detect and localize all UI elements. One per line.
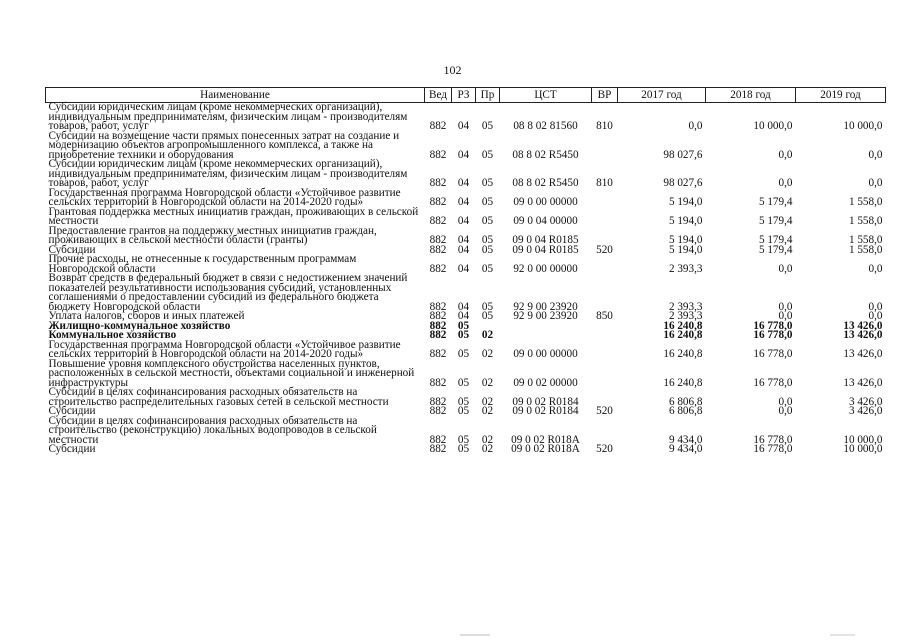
row-cst: 09 0 02 R018A	[511, 433, 580, 446]
row-name: Государственная программа Новгородской области «Устойчивое развитие сельских территорий в Новгородской области на 2014-2020 годы»	[48, 186, 401, 208]
header-vr: ВР	[592, 88, 618, 103]
row-pr: 05	[481, 234, 494, 246]
row-ved: 882	[429, 215, 447, 227]
page-edge-mark	[830, 634, 855, 636]
row-name: Повышение уровня комплексного обустройства населенных пунктов, расположенных в сельской местности, объектами социальной и инженерной инфраструктуры	[48, 357, 415, 389]
row-cst: 09 0 02 R0184	[512, 405, 579, 417]
row-rz: 04	[457, 215, 470, 227]
row-name: Субсидии юридическим лицам (кроме некоммерческих организаций), индивидуальным предпринимателям, физическим лицам - производителям товаров, работ, услуг	[48, 101, 408, 132]
row-2019: 13 426,0	[843, 348, 883, 360]
row-rz: 05	[457, 405, 470, 417]
row-ved: 882	[429, 243, 447, 256]
row-2019: 1 558,0	[848, 243, 883, 256]
table-row	[46, 417, 886, 446]
row-2019: 1 558,0	[848, 234, 883, 246]
row-ved: 882	[429, 310, 447, 322]
row-2018: 0,0	[778, 148, 793, 161]
row-2018: 5 179,4	[758, 196, 793, 208]
row-rz: 04	[457, 196, 470, 208]
row-vr: 810	[596, 120, 613, 132]
row-ved: 882	[429, 234, 447, 246]
row-2019: 1 558,0	[848, 196, 883, 208]
row-vr	[592, 208, 618, 227]
row-name: Субсидии в целях софинансирования расходных обязательств на строительство распределительных газовых сетей в сельской местности	[48, 386, 389, 408]
row-ved: 882	[429, 177, 447, 189]
row-2017: 16 240,8	[663, 329, 703, 341]
row-pr: 02	[481, 329, 494, 341]
row-2017: 0,0	[688, 120, 703, 132]
row-rz: 04	[457, 120, 470, 132]
row-cst: 09 0 00 00000	[513, 348, 578, 360]
row-ved: 882	[429, 262, 447, 275]
row-rz: 04	[457, 177, 470, 189]
row-name: Субсидии в целях софинансирования расходных обязательств на строительство (реконструкцию) локальных водопроводов в сельской местности	[48, 414, 377, 446]
row-name: Предоставление грантов на поддержку местных инициатив граждан, проживающих в сельской местности области (гранты)	[48, 224, 377, 246]
header-rz: РЗ	[452, 88, 476, 103]
row-rz: 05	[457, 348, 470, 360]
row-name: Коммунальное хозяйство	[48, 329, 177, 341]
row-2019: 13 426,0	[843, 319, 883, 332]
row-pr: 02	[481, 395, 494, 408]
row-2019: 0,0	[868, 300, 883, 313]
row-2019: 1 558,0	[848, 215, 883, 227]
row-2017: 6 806,8	[668, 405, 703, 417]
row-2018: 16 778,0	[753, 433, 793, 446]
row-2017: 5 194,0	[668, 215, 703, 227]
row-2018: 0,0	[778, 395, 793, 408]
page-edge-mark	[460, 634, 490, 636]
row-cst: 92 9 00 23920	[513, 310, 578, 322]
table-row	[46, 132, 886, 161]
row-pr: 05	[481, 243, 494, 256]
row-cst: 09 0 00 00000	[513, 196, 578, 208]
row-2017: 5 194,0	[668, 234, 703, 246]
row-ved: 882	[429, 348, 447, 360]
row-name: Субсидии юридическим лицам (кроме некоммерческих организаций), индивидуальным предпринимателям, физическим лицам - производителям товаров, работ, услуг	[48, 158, 408, 189]
row-pr: 05	[481, 196, 494, 208]
row-ved: 882	[429, 376, 447, 389]
row-2017: 16 240,8	[663, 319, 703, 332]
row-2019: 10 000,0	[843, 443, 883, 455]
row-name: Возврат средств в федеральный бюджет в связи с недостижением значений показателей результативности использования субсидий, установленных соглашениями о предоставлении субсидий из федерального бюджета бюджету Новгородской области	[48, 272, 408, 313]
row-2019: 3 426,0	[848, 395, 883, 408]
budget-table	[45, 87, 886, 455]
row-name: Жилищно-коммунальное хозяйство	[48, 319, 231, 332]
row-2019: 10 000,0	[843, 433, 883, 446]
row-vr: 810	[596, 177, 613, 189]
row-vr: 520	[596, 405, 613, 417]
row-2019: 10 000,0	[843, 120, 883, 132]
table-row	[46, 274, 886, 312]
row-pr: 05	[481, 300, 494, 313]
row-vr	[592, 132, 618, 161]
row-rz: 04	[457, 148, 470, 161]
row-vr: 520	[596, 243, 613, 256]
row-vr	[592, 417, 618, 446]
row-ved: 882	[429, 443, 447, 455]
row-name: Уплата налогов, сборов и иных платежей	[48, 310, 245, 322]
table-row	[46, 103, 886, 132]
row-rz: 05	[457, 319, 470, 332]
row-2017: 2 393,3	[668, 300, 703, 313]
row-rz: 05	[457, 433, 470, 446]
row-2017: 98 027,6	[663, 177, 703, 189]
row-cst	[500, 331, 592, 341]
row-ved: 882	[429, 300, 447, 313]
row-cst: 09 0 02 R018A	[511, 443, 580, 455]
row-vr: 520	[596, 443, 613, 455]
table-body	[46, 103, 886, 455]
row-ved: 882	[429, 148, 447, 161]
row-name: Прочие расходы, не отнесенные к государственным программам Новгородской области	[48, 253, 357, 275]
row-name: Субсидии	[48, 405, 96, 417]
row-name: Грантовая поддержка местных инициатив граждан, проживающих в сельской местности	[48, 205, 419, 227]
header-2019: 2019 год	[796, 88, 886, 103]
row-2017: 16 240,8	[663, 348, 703, 360]
row-name: Субсидии на возмещение части прямых понесенных затрат на создание и модернизацию объектов агропромышленного комплекса, а также на приобретение техники и оборудования	[48, 129, 400, 161]
row-pr: 02	[481, 376, 494, 389]
row-2018: 5 179,4	[758, 234, 793, 246]
row-2019: 0,0	[868, 262, 883, 275]
table-row	[46, 160, 886, 189]
row-2018: 16 778,0	[753, 348, 793, 360]
row-ved: 882	[429, 405, 447, 417]
header-cst: ЦСТ	[500, 88, 592, 103]
table-row	[46, 227, 886, 246]
row-vr	[592, 255, 618, 274]
row-cst: 92 0 00 00000	[513, 262, 578, 275]
header-name: Наименование	[46, 88, 425, 103]
header-2017: 2017 год	[618, 88, 706, 103]
row-name: Субсидии	[48, 443, 96, 455]
row-2017: 5 194,0	[668, 196, 703, 208]
page-number: 102	[443, 63, 462, 77]
table-row	[46, 360, 886, 389]
row-rz: 04	[457, 234, 470, 246]
row-ved: 882	[429, 395, 447, 408]
row-cst: 92 9 00 23920	[513, 300, 578, 313]
row-ved: 882	[429, 433, 447, 446]
row-rz: 05	[457, 443, 470, 455]
row-vr	[592, 227, 618, 246]
table-row	[46, 445, 886, 455]
row-rz: 05	[457, 329, 470, 341]
row-2018: 0,0	[778, 405, 793, 417]
row-2018: 0,0	[778, 177, 793, 189]
header-ved: Вед	[425, 88, 452, 103]
row-2017: 98 027,6	[663, 148, 703, 161]
row-vr	[592, 341, 618, 360]
row-2018: 16 778,0	[753, 329, 793, 341]
row-2019: 0,0	[868, 310, 883, 322]
row-vr: 850	[596, 310, 613, 322]
row-2018: 16 778,0	[753, 376, 793, 389]
row-2018: 5 179,4	[758, 243, 793, 256]
row-rz: 04	[457, 300, 470, 313]
row-2018: 0,0	[778, 310, 793, 322]
row-2018: 16 778,0	[753, 319, 793, 332]
row-2019: 0,0	[868, 177, 883, 189]
row-2017: 9 434,0	[668, 433, 703, 446]
row-2017: 2 393,3	[668, 310, 703, 322]
row-cst: 09 0 04 R0185	[512, 234, 579, 246]
row-rz: 04	[457, 262, 470, 275]
row-rz: 05	[457, 376, 470, 389]
row-pr: 05	[481, 148, 494, 161]
row-2019: 3 426,0	[848, 405, 883, 417]
row-name: Субсидии	[48, 243, 96, 256]
row-pr: 05	[481, 120, 494, 132]
row-pr: 02	[481, 405, 494, 417]
row-cst: 09 0 04 00000	[513, 215, 578, 227]
row-rz: 04	[457, 243, 470, 256]
row-cst: 09 0 02 R0184	[512, 395, 579, 408]
row-2018: 5 179,4	[758, 215, 793, 227]
table-row	[46, 341, 886, 360]
row-pr: 02	[481, 433, 494, 446]
row-cst: 09 0 04 R0185	[512, 243, 579, 256]
header-2018: 2018 год	[706, 88, 796, 103]
row-ved: 882	[429, 196, 447, 208]
row-pr: 02	[481, 443, 494, 455]
row-rz: 04	[457, 310, 470, 322]
header-pr: Пр	[476, 88, 500, 103]
row-pr: 05	[481, 177, 494, 189]
table-row	[46, 208, 886, 227]
row-ved: 882	[429, 319, 447, 332]
row-ved: 882	[429, 120, 447, 132]
row-rz: 05	[457, 395, 470, 408]
row-2017: 2 393,3	[668, 262, 703, 275]
row-cst: 08 8 02 R5450	[512, 177, 579, 189]
row-pr: 05	[481, 215, 494, 227]
row-pr: 05	[481, 262, 494, 275]
row-2017: 5 194,0	[668, 243, 703, 256]
row-cst: 08 8 02 R5450	[512, 148, 579, 161]
row-pr: 05	[481, 310, 494, 322]
row-vr	[592, 274, 618, 312]
row-pr: 02	[481, 348, 494, 360]
row-2019: 0,0	[868, 148, 883, 161]
row-2019: 13 426,0	[843, 329, 883, 341]
row-cst: 08 8 02 81560	[513, 120, 578, 132]
row-cst	[500, 322, 592, 332]
row-ved: 882	[429, 329, 447, 341]
row-2018: 0,0	[778, 300, 793, 313]
row-name: Государственная программа Новгородской области «Устойчивое развитие сельских территорий в Новгородской области на 2014-2020 годы»	[48, 338, 401, 360]
row-2019: 13 426,0	[843, 376, 883, 389]
row-2018: 10 000,0	[753, 120, 793, 132]
row-vr	[592, 322, 618, 332]
row-vr	[592, 331, 618, 341]
row-cst: 09 0 02 00000	[513, 376, 578, 389]
row-2018: 16 778,0	[753, 443, 793, 455]
row-2017: 9 434,0	[668, 443, 703, 455]
row-2017: 16 240,8	[663, 376, 703, 389]
row-2017: 6 806,8	[668, 395, 703, 408]
row-2018: 0,0	[778, 262, 793, 275]
row-vr	[592, 189, 618, 208]
row-vr	[592, 360, 618, 389]
table-row	[46, 189, 886, 208]
